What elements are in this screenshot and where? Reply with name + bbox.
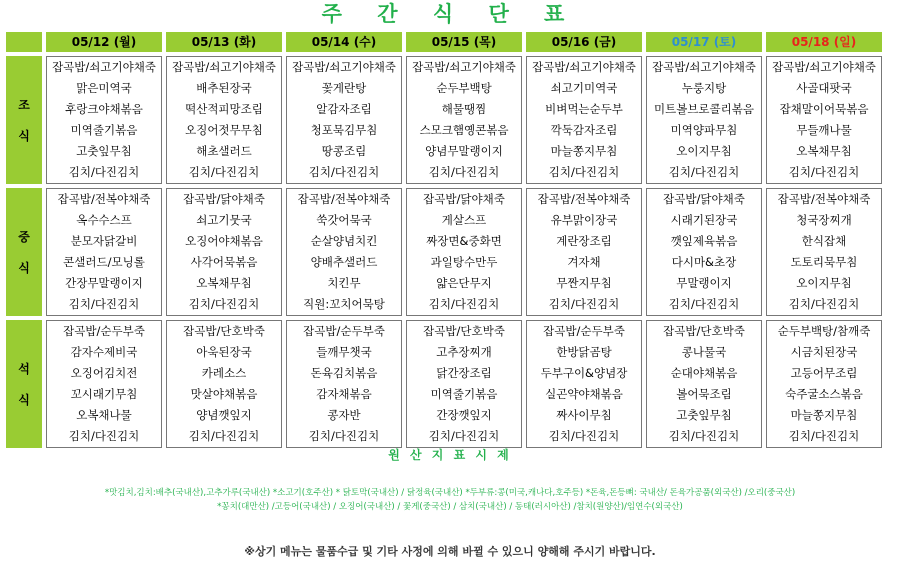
- menu-item: 깻잎제육볶음: [670, 234, 738, 248]
- menu-item: 치킨무: [327, 276, 361, 290]
- menu-item: 한방닭곰탕: [556, 345, 612, 359]
- menu-item: 잡곡밥/쇠고기야채죽: [412, 60, 516, 74]
- page-title: 주 간 식 단 표: [321, 2, 579, 26]
- menu-item: 잡곡밥/단호박죽: [423, 324, 505, 338]
- menu-item: 한식잡채: [801, 234, 847, 248]
- menu-item: 미역양파무침: [670, 123, 738, 137]
- meal-label-char: 석: [18, 362, 30, 376]
- menu-cell: [166, 188, 282, 316]
- menu-item: 무들깨나물: [796, 123, 852, 137]
- menu-item: 김치/다진김치: [188, 429, 260, 443]
- menu-item: 간장무말랭이지: [65, 276, 143, 290]
- menu-item: 마늘쫑지무침: [790, 408, 858, 422]
- menu-item: 비벼먹는순두부: [545, 102, 623, 116]
- menu-cell: [406, 188, 522, 316]
- menu-cell: [166, 320, 282, 448]
- menu-item: 짜장면&중화면: [426, 234, 502, 248]
- menu-item: 쇠고기미역국: [550, 81, 618, 95]
- menu-item: 고춧잎무침: [76, 144, 132, 158]
- menu-item: 겨자채: [567, 255, 601, 269]
- menu-item: 김치/다진김치: [68, 429, 140, 443]
- menu-item: 김치/다진김치: [788, 429, 860, 443]
- menu-item: 김치/다진김치: [428, 165, 500, 179]
- menu-item: 시래기된장국: [670, 213, 738, 227]
- origin-line-2: *꽁치(대만산) /고등어(국내산) / 오징어(국내산) / 꽃게(중국산) / 삼치(국내산) / 동태(러시아산) /참치(원양산)/임연수(외국산): [217, 502, 683, 512]
- menu-item: 사각어묵볶음: [190, 255, 258, 269]
- menu-item: 잡곡밥/쇠고기야채죽: [772, 60, 876, 74]
- menu-cell: [646, 188, 762, 316]
- menu-cell: [406, 320, 522, 448]
- menu-item: 배추된장국: [196, 81, 252, 95]
- menu-item: 맑은미역국: [76, 81, 132, 95]
- menu-item: 잡곡밥/순두부죽: [63, 324, 145, 338]
- meal-row: [6, 188, 882, 316]
- menu-item: 떡산적피망조림: [185, 102, 263, 116]
- menu-item: 잡곡밥/전복야채죽: [297, 192, 391, 206]
- menu-item: 분모자닭갈비: [70, 234, 138, 248]
- menu-item: 잡곡밥/닭야채죽: [423, 192, 505, 206]
- menu-item: 오복채나물: [76, 408, 132, 422]
- menu-item: 해초샐러드: [196, 144, 252, 158]
- menu-item: 숙주굴소스볶음: [785, 387, 863, 401]
- menu-item: 김치/다진김치: [188, 165, 260, 179]
- menu-cell: [646, 320, 762, 448]
- menu-item: 잡곡밥/쇠고기야채죽: [292, 60, 396, 74]
- menu-item: 김치/다진김치: [428, 429, 500, 443]
- menu-item: 깍둑감자조림: [550, 123, 618, 137]
- day-header: 05/12 (월): [46, 32, 162, 52]
- menu-item: 김치/다진김치: [668, 429, 740, 443]
- meal-row: [6, 320, 882, 448]
- day-header: 05/17 (토): [646, 32, 762, 52]
- menu-cell: [46, 188, 162, 316]
- menu-item: 쑥갓어묵국: [316, 213, 372, 227]
- menu-item: 들깨무챗국: [316, 345, 372, 359]
- menu-cell: [406, 56, 522, 184]
- meal-label-char: 식: [18, 129, 30, 143]
- menu-item: 순두부백탕: [436, 81, 492, 95]
- meal-label-char: 중: [18, 230, 30, 244]
- menu-item: 콘샐러드/모닝롤: [63, 255, 145, 269]
- meal-row: [6, 56, 882, 184]
- menu-item: 해물땡찜: [441, 102, 487, 116]
- menu-item: 오징어젓무무침: [185, 123, 263, 137]
- menu-item: 볼어묵조림: [676, 387, 732, 401]
- menu-item: 김치/다진김치: [548, 165, 620, 179]
- menu-item: 양념깻잎지: [196, 408, 252, 422]
- menu-item: 스모크햄옝콘볶음: [419, 123, 509, 137]
- menu-item: 카레소스: [201, 366, 247, 380]
- day-header: 05/18 (일): [766, 32, 882, 52]
- day-header: 05/15 (목): [406, 32, 522, 52]
- menu-item: 꽃게란탕: [321, 81, 367, 95]
- menu-cell: [526, 188, 642, 316]
- menu-item: 김치/다진김치: [428, 297, 500, 311]
- menu-item: 김치/다진김치: [68, 165, 140, 179]
- menu-item: 오이지무침: [676, 144, 732, 158]
- menu-item: 잡곡밥/닭야채죽: [183, 192, 265, 206]
- menu-item: 양배추샐러드: [310, 255, 378, 269]
- menu-item: 계란장조림: [556, 234, 612, 248]
- header-row: [6, 32, 882, 52]
- meal-label-char: 조: [18, 98, 30, 112]
- menu-item: 실곤약야채볶음: [545, 387, 623, 401]
- menu-item: 시금치된장국: [790, 345, 858, 359]
- menu-item: 잡곡밥/순두부죽: [303, 324, 385, 338]
- menu-item: 잡곡밥/전복야채죽: [537, 192, 631, 206]
- menu-item: 김치/다진김치: [308, 165, 380, 179]
- meal-label: [6, 188, 42, 316]
- menu-item: 땅콩조림: [321, 144, 367, 158]
- menu-item: 게살스프: [441, 213, 487, 227]
- weekly-menu-table: [2, 32, 886, 448]
- menu-item: 김치/다진김치: [188, 297, 260, 311]
- menu-item: 꼬시래기무침: [70, 387, 138, 401]
- menu-item: 과일탕수만두: [430, 255, 498, 269]
- menu-item: 콩나물국: [681, 345, 727, 359]
- menu-item: 김치/다진김치: [788, 297, 860, 311]
- menu-item: 돈육김치볶음: [310, 366, 378, 380]
- menu-item: 김치/다진김치: [668, 297, 740, 311]
- menu-item: 잡곡밥/쇠고기야채죽: [52, 60, 156, 74]
- menu-item: 마늘쫑지무침: [550, 144, 618, 158]
- menu-cell: [46, 56, 162, 184]
- menu-item: 잡곡밥/쇠고기야채죽: [172, 60, 276, 74]
- menu-item: 아욱된장국: [196, 345, 252, 359]
- menu-item: 맛살야채볶음: [190, 387, 258, 401]
- menu-item: 오복채무침: [196, 276, 252, 290]
- menu-cell: [286, 56, 402, 184]
- meal-label: [6, 320, 42, 448]
- menu-item: 다시마&초장: [671, 255, 737, 269]
- menu-item: 감자채볶음: [316, 387, 372, 401]
- menu-item: 잡곡밥/쇠고기야채죽: [532, 60, 636, 74]
- menu-item: 잡곡밥/단호박죽: [183, 324, 265, 338]
- menu-item: 오복채무침: [796, 144, 852, 158]
- menu-item: 잡곡밥/전복야채죽: [777, 192, 871, 206]
- menu-cell: [766, 188, 882, 316]
- menu-item: 짜사이무침: [556, 408, 612, 422]
- menu-cell: [166, 56, 282, 184]
- menu-item: 김치/다진김치: [548, 297, 620, 311]
- corner-cell: [6, 32, 42, 52]
- menu-item: 오이지무침: [796, 276, 852, 290]
- menu-item: 얇은단무지: [436, 276, 492, 290]
- menu-item: 잡곡밥/전복야채죽: [57, 192, 151, 206]
- menu-cell: [526, 56, 642, 184]
- menu-item: 미트볼브로콜리볶음: [654, 102, 754, 116]
- meal-label-char: 식: [18, 393, 30, 407]
- menu-item: 사골대팟국: [796, 81, 852, 95]
- menu-item: 고추장찌개: [436, 345, 492, 359]
- menu-item: 오징어야채볶음: [185, 234, 263, 248]
- menu-item: 순살양념치킨: [310, 234, 378, 248]
- menu-item: 김치/다진김치: [788, 165, 860, 179]
- menu-item: 고춧잎무침: [676, 408, 732, 422]
- day-header: 05/13 (화): [166, 32, 282, 52]
- menu-item: 잡곡밥/쇠고기야채죽: [652, 60, 756, 74]
- menu-item: 김치/다진김치: [308, 429, 380, 443]
- menu-item: 쇠고기뭇국: [196, 213, 252, 227]
- menu-item: 양념무말랭이지: [425, 144, 503, 158]
- menu-cell: [646, 56, 762, 184]
- menu-cell: [286, 188, 402, 316]
- menu-item: 잡곡밥/단호박죽: [663, 324, 745, 338]
- origin-title: 원 산 지 표 시 제: [388, 448, 512, 462]
- menu-item: 미역줄기볶음: [430, 387, 498, 401]
- menu-cell: [46, 320, 162, 448]
- menu-cell: [766, 320, 882, 448]
- menu-item: 옥수수스프: [76, 213, 132, 227]
- menu-item: 김치/다진김치: [548, 429, 620, 443]
- day-header: 05/14 (수): [286, 32, 402, 52]
- menu-item: 누룽지탕: [681, 81, 727, 95]
- menu-item: 간장깻잎지: [436, 408, 492, 422]
- menu-item: 무말랭이지: [676, 276, 732, 290]
- menu-item: 닭간장조림: [436, 366, 492, 380]
- menu-item: 알감자조림: [316, 102, 372, 116]
- menu-item: 잡곡밥/닭야채죽: [663, 192, 745, 206]
- menu-item: 고등어무조림: [790, 366, 858, 380]
- menu-item: 김치/다진김치: [68, 297, 140, 311]
- menu-cell: [526, 320, 642, 448]
- menu-item: 유부맑이장국: [550, 213, 618, 227]
- menu-item: 김치/다진김치: [668, 165, 740, 179]
- menu-cell: [286, 320, 402, 448]
- menu-item: 잡곡밥/순두부죽: [543, 324, 625, 338]
- menu-item: 도토리묵무침: [790, 255, 858, 269]
- menu-item: 오징어김치전: [70, 366, 138, 380]
- menu-item: 두부구이&양념장: [540, 366, 628, 380]
- notice-text: ※상기 메뉴는 물품수급 및 기타 사정에 의해 바뀔 수 있으니 양해해 주시기 바랍니다.: [244, 545, 656, 558]
- meal-label-char: 식: [18, 261, 30, 275]
- menu-item: 청포묵김무침: [310, 123, 378, 137]
- day-header: 05/16 (금): [526, 32, 642, 52]
- menu-item: 콩자반: [327, 408, 361, 422]
- menu-item: 직원:꼬치어묵탕: [303, 297, 385, 311]
- menu-item: 후랑크야채볶음: [65, 102, 143, 116]
- meal-label: [6, 56, 42, 184]
- menu-item: 청국장찌개: [796, 213, 852, 227]
- menu-item: 잡채말이어묵볶음: [779, 102, 869, 116]
- menu-item: 미역줄기볶음: [70, 123, 138, 137]
- origin-line-1: *맛김치,김치:배추(국내산),고추가루(국내산) *소고기(호주산) * 닭토막(국내산) / 닭정육(국내산) *두부류:콩(미국,캐나다,호주등) *돈육,돈등뼈: 국내산/ 돈육가공품(외국산) /오리(중국산): [104, 488, 796, 498]
- menu-cell: [766, 56, 882, 184]
- menu-item: 순대야채볶음: [670, 366, 738, 380]
- menu-item: 순두부백탕/참깨죽: [777, 324, 871, 338]
- menu-item: 감자수제비국: [70, 345, 138, 359]
- menu-item: 무짠지무침: [556, 276, 612, 290]
